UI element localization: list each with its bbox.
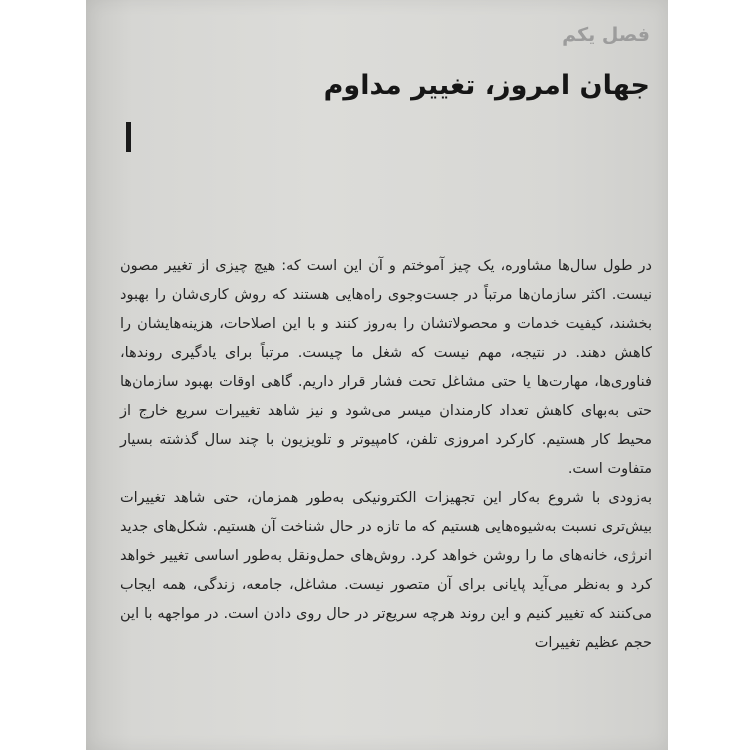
chapter-label: فصل یکم <box>562 24 650 46</box>
title-divider-bar <box>126 122 131 152</box>
body-text <box>120 252 652 658</box>
chapter-title: جهان امروز، تغییر مداوم <box>323 70 650 101</box>
paragraph: به‌زودی با شروع به‌کار این تجهیزات الکترونیکی به‌طور همزمان، حتی شاهد تغییرات بیش‌تری نسبت به‌شیوه‌هایی هستیم که ما تازه در حال شناخت آن هستیم. شکل‌های جدید انرژی، خانه‌های ما را روشن خواهد کرد. روش‌های حمل‌ونقل به‌طور اساسی تغییر خواهد کرد و به‌نظر می‌آید پایانی برای آن متصور نیست. مشاغل، جامعه، زندگی، همه ایجاب می‌کنند که تغییر کنیم و این روند هرچه سریع‌تر در حال روی دادن است. در مواجهه با این حجم عظیم تغییرات <box>120 490 652 651</box>
book-page <box>86 0 668 750</box>
paragraph: در طول سال‌ها مشاوره، یک چیز آموختم و آن این است که: هیچ چیزی از تغییر مصون نیست. اکثر سازمان‌ها مرتباً در جست‌وجوی راه‌هایی هستند که روش کاری‌شان را بهبود بخشند، کیفیت خدمات و محصولاتشان را به‌روز کنند و با این اصلاحات، هزینه‌هایشان را کاهش دهند. در نتیجه، مهم نیست که شغل ما چیست. مرتباً برای یادگیری روندها، فناوری‌ها، مهارت‌ها یا حتی مشاغل تحت فشار قرار داریم. گاهی اوقات بهبود سازمان‌ها حتی به‌بهای کاهش تعداد کارمندان میسر می‌شود و نیز شاهد تغییرات سریع خارج از محیط کار هستیم. کارکرد امروزی تلفن، کامپیوتر و تلویزیون با چند سال گذشته بسیار متفاوت است. <box>120 258 652 477</box>
